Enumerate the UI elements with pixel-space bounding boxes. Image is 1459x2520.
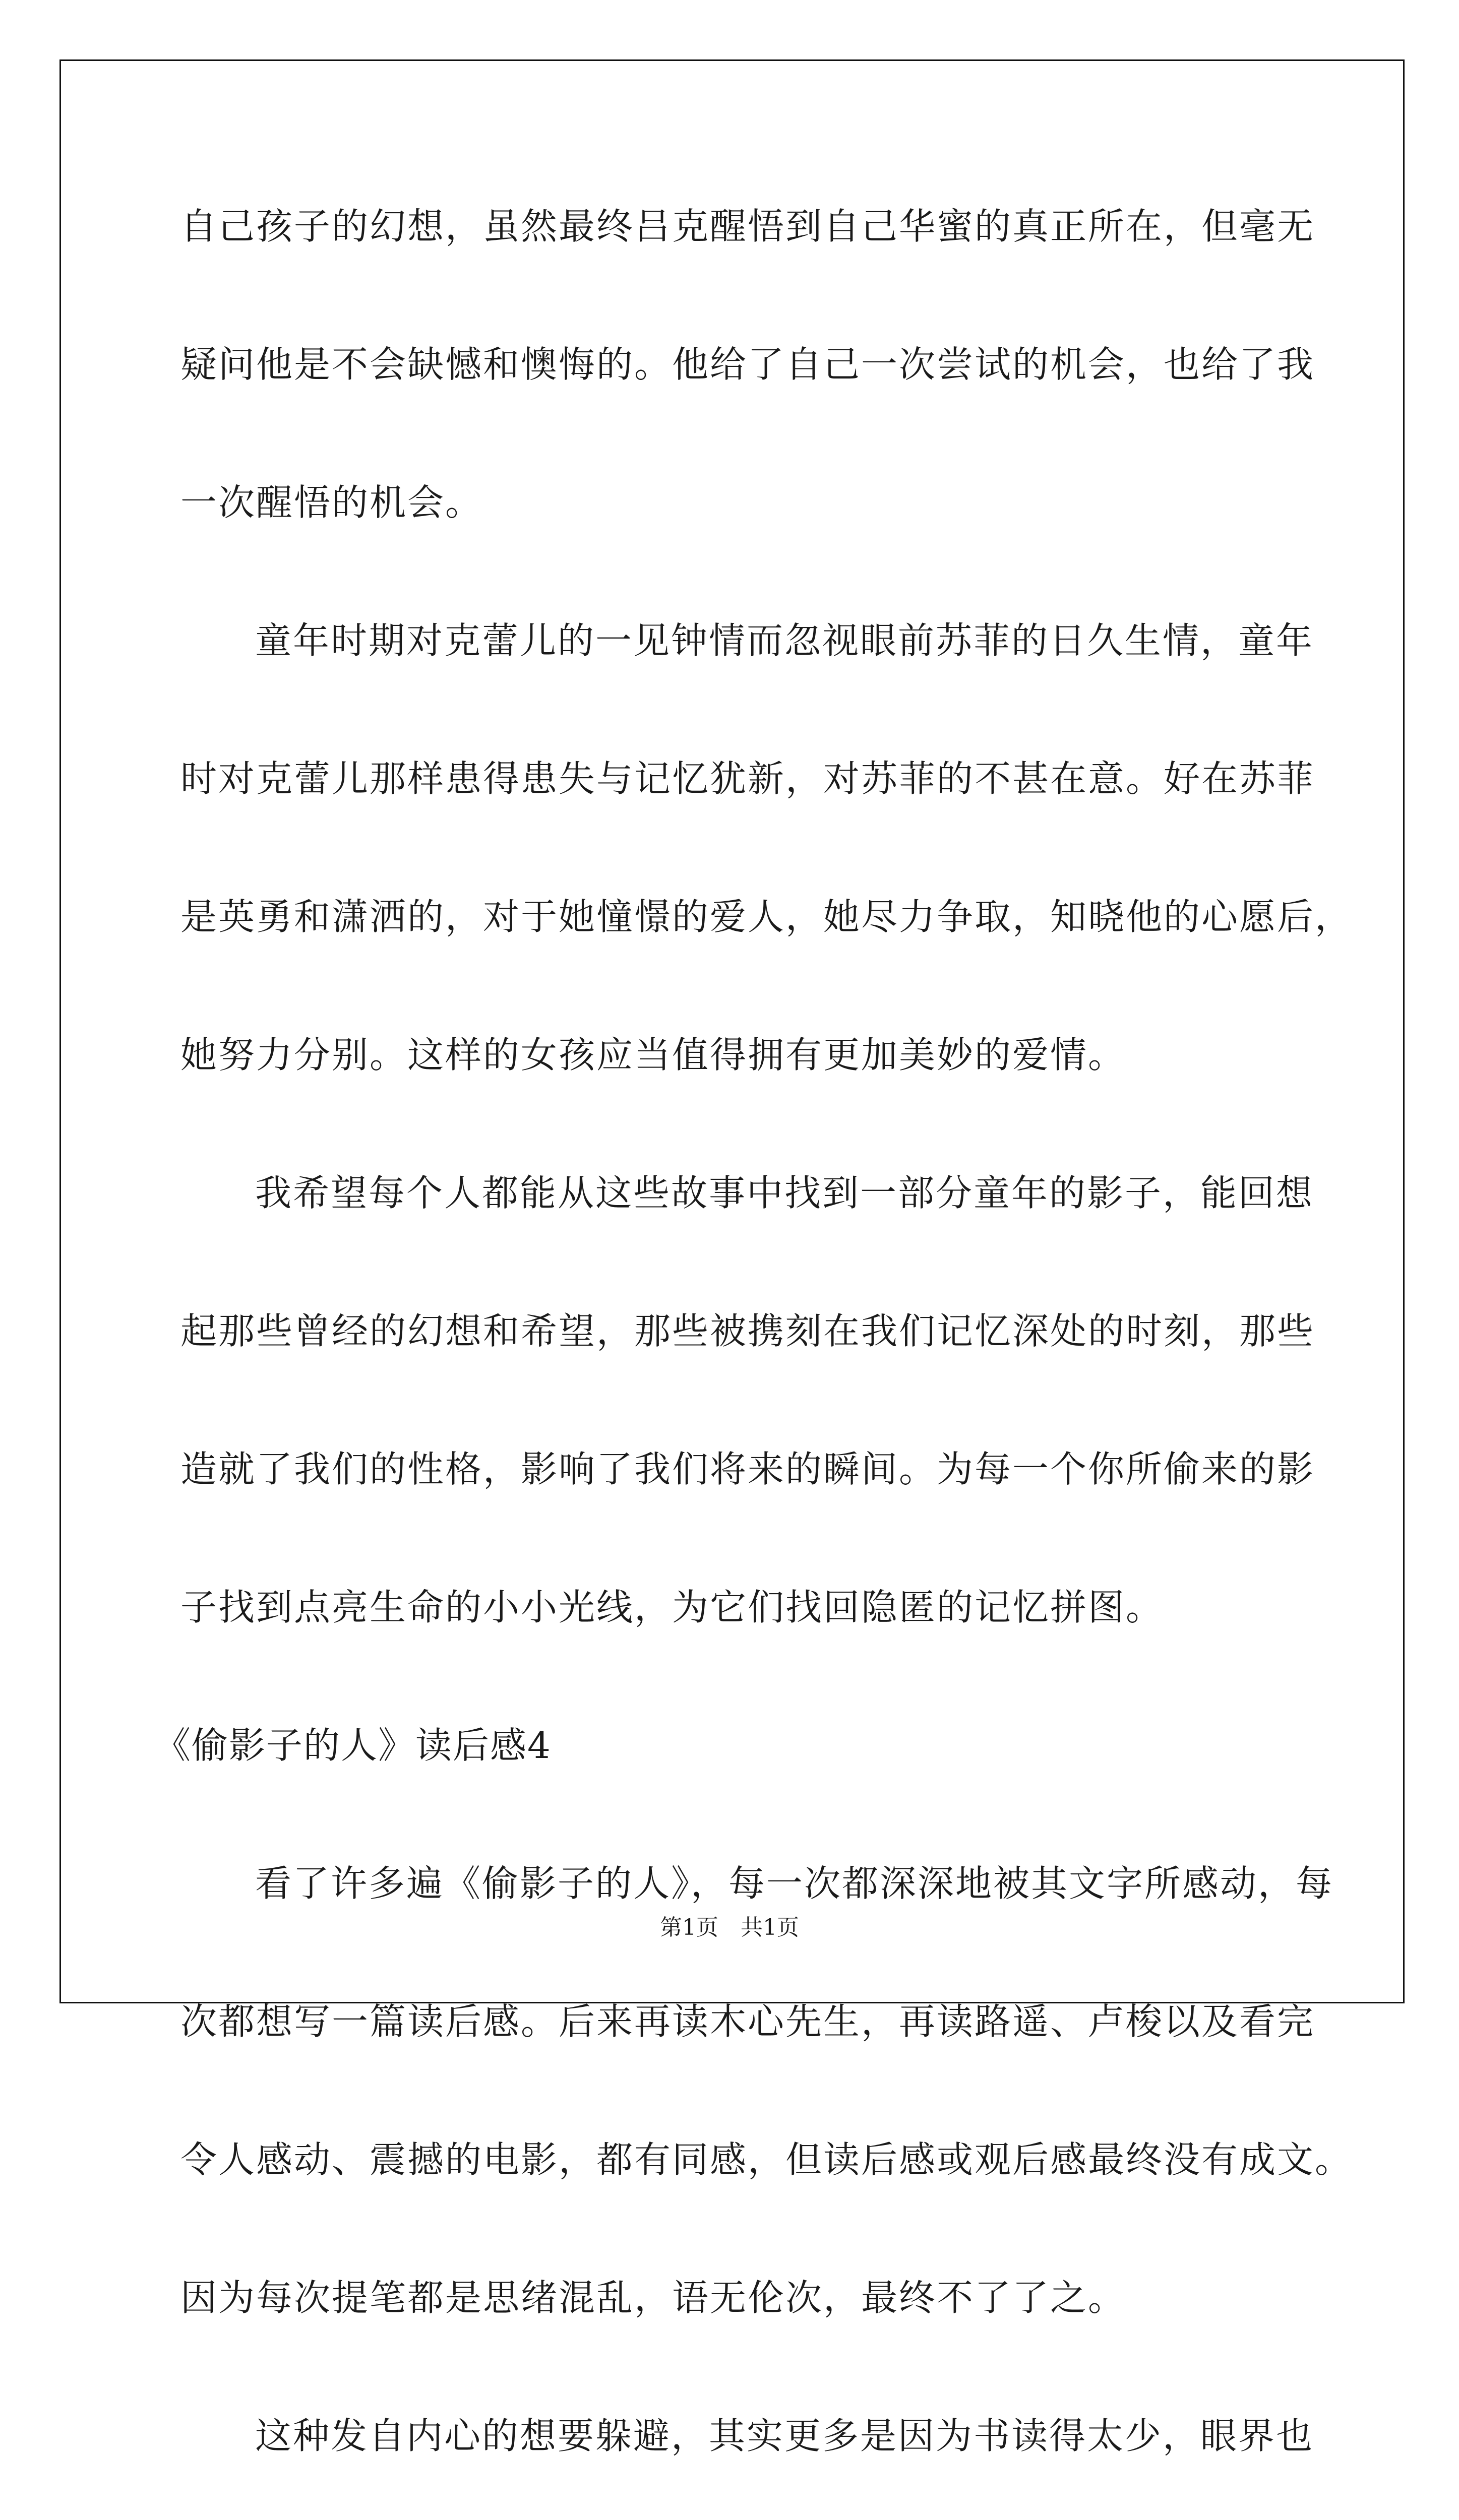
- text-line: 一次醒悟的机会。: [180, 481, 483, 524]
- paragraph-start: 看了许多遍《偷影子的人》，每一次都深深地被其文字所感动，每: [255, 1862, 1334, 1905]
- document-body: [154, 199, 1353, 2520]
- text-line: 造就了我们的性格，影响了我们将来的瞬间。为每一个你所偷来的影: [180, 1448, 1315, 1490]
- paragraph-start: 童年时期对克蕾儿的一见钟情而忽视眼前苏菲的日久生情，童年: [255, 619, 1314, 662]
- section-heading: 《偷影子的人》读后感4: [154, 1724, 552, 1767]
- text-line: 她努力分别。这样的女孩应当值得拥有更加美妙的爱情。: [180, 1034, 1126, 1076]
- text-line: 令人感动、震撼的电影，都有同感，但读后感或观后感最终没有成文。: [180, 2138, 1353, 2181]
- paragraph-start: 这种发自内心的想要躲避，其实更多是因为书读得太少，眼界也: [255, 2415, 1314, 2457]
- text-line: 是英勇和潇洒的，对于她憧憬的爱人，她尽力争取，知晓他的心愿后，: [180, 896, 1353, 938]
- page-footer: 第1页 共1页: [660, 1915, 799, 1940]
- text-line: 子找到点亮生命的小小光线，为它们找回隐匿的记忆拼图。: [180, 1586, 1164, 1628]
- text-line: 疑问他是不会缺憾和懊悔的。他给了自己一次尝试的机会，也给了我: [180, 343, 1315, 386]
- text-line: 起那些曾经的幻想和希望，那些被携刻在我们记忆深处的时刻，那些: [180, 1310, 1315, 1352]
- text-line: 次都想写一篇读后感。后来再读木心先生，再读路遥、卢梭以及看完: [180, 2000, 1315, 2043]
- text-line: 自己孩子的幻想，虽然最终吕克醒悟到自己华蜜的真正所在，但毫无: [180, 205, 1315, 247]
- text-line: 因为每次提笔都是思绪混乱，语无伦次，最终不了了之。: [180, 2277, 1126, 2319]
- text-line: 时对克蕾儿那样患得患失与记忆犹新，对苏菲的不甚在意。好在苏菲: [180, 758, 1315, 800]
- paragraph-start: 我希望每个人都能从这些故事中找到一部分童年的影子，能回想: [255, 1172, 1314, 1214]
